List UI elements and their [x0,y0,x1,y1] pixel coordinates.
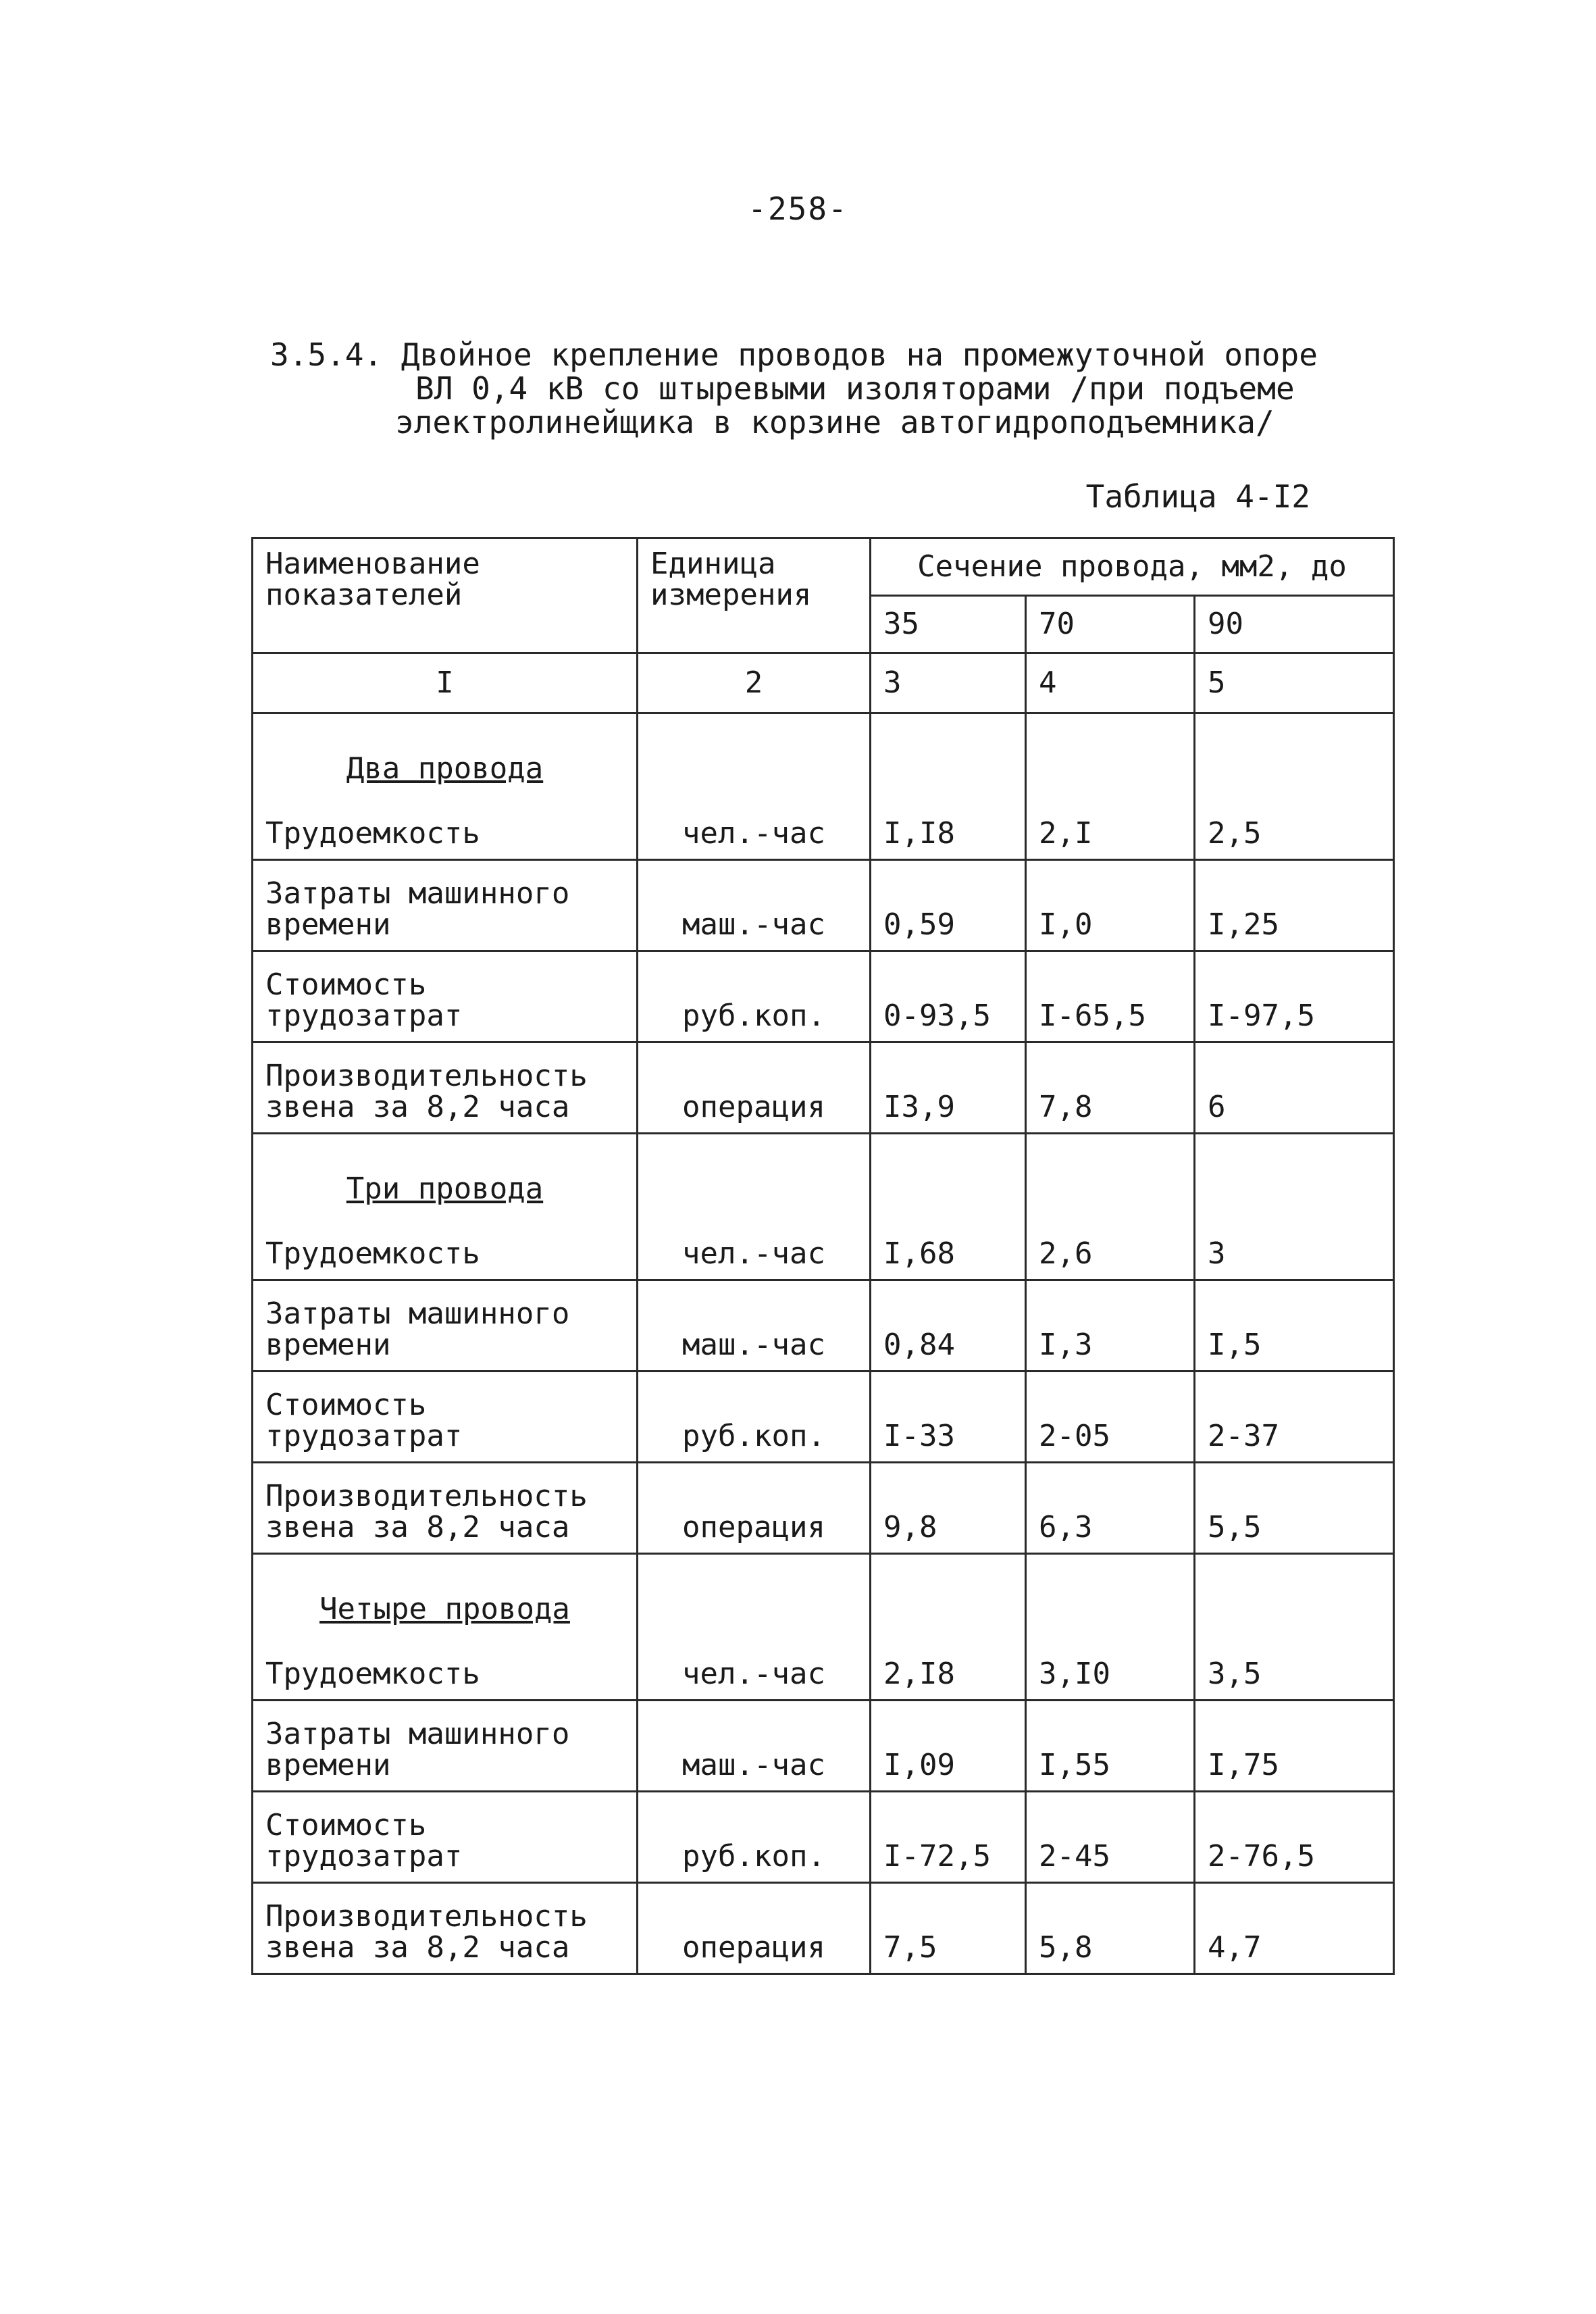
row-unit: руб.коп. [638,1792,871,1883]
row-value: 2-37 [1195,1372,1394,1463]
column-number-row [253,653,1394,713]
row-name: Трудоемкость [253,790,638,860]
row-unit: маш.-час [638,1701,871,1792]
row-name: Трудоемкость [253,1210,638,1280]
table-row [253,790,1394,860]
row-value: I,09 [871,1701,1026,1792]
header-s1: 35 [871,596,1026,653]
row-value: I-97,5 [1195,951,1394,1042]
row-value: 2,I [1026,790,1195,860]
row-unit: руб.коп. [638,951,871,1042]
row-value: I,3 [1026,1280,1195,1372]
row-value: 2-45 [1026,1792,1195,1883]
table-row [253,951,1394,1042]
row-unit: маш.-час [638,1280,871,1372]
heading-line-1: 3.5.4. Двойное крепление проводов на промежуточной опоре [270,336,1318,373]
row-value: I,I8 [871,790,1026,860]
row-unit: операция [638,1883,871,1974]
row-value: I-33 [871,1372,1026,1463]
column-number: 5 [1195,653,1394,713]
norms-table [251,537,1395,1975]
row-value: I-65,5 [1026,951,1195,1042]
row-name: Затраты машинного времени [253,1280,638,1372]
row-value: 3,I0 [1026,1630,1195,1701]
header-section: Сечение провода, мм2, до [871,538,1394,596]
section-title: Два провода [346,751,544,786]
row-unit: руб.коп. [638,1372,871,1463]
row-unit: чел.-час [638,1210,871,1280]
row-value: 2,5 [1195,790,1394,860]
table-label: Таблица 4-I2 [1085,478,1310,515]
row-value: I,75 [1195,1701,1394,1792]
section-title: Четыре провода [319,1592,570,1626]
table-row [253,860,1394,951]
row-name: Трудоемкость [253,1630,638,1701]
row-value: I,0 [1026,860,1195,951]
table-row [253,1280,1394,1372]
page-number: -258- [748,191,848,227]
row-value: I,55 [1026,1701,1195,1792]
row-name: Производительность звена за 8,2 часа [253,1042,638,1134]
table-row [253,1210,1394,1280]
row-value: 7,8 [1026,1042,1195,1134]
row-value: 5,8 [1026,1883,1195,1974]
row-value: 2-05 [1026,1372,1195,1463]
section-heading [270,338,1324,439]
header-s2: 70 [1026,596,1195,653]
column-number: I [253,653,638,713]
row-value: I3,9 [871,1042,1026,1134]
row-unit: чел.-час [638,790,871,860]
heading-line-3: электролинейщика в корзине автогидроподъемника/ [395,404,1275,441]
row-value: 3,5 [1195,1630,1394,1701]
row-value: I-72,5 [871,1792,1026,1883]
row-unit: операция [638,1463,871,1554]
column-number: 4 [1026,653,1195,713]
row-value: 9,8 [871,1463,1026,1554]
row-value: 0,59 [871,860,1026,951]
table-row [253,1630,1394,1701]
table-row [253,1372,1394,1463]
row-value: 7,5 [871,1883,1026,1974]
row-value: 5,5 [1195,1463,1394,1554]
row-name: Стоимость трудозатрат [253,1792,638,1883]
row-name: Стоимость трудозатрат [253,951,638,1042]
row-value: 6 [1195,1042,1394,1134]
section-row [253,1134,1394,1211]
header-name: Наименование показателей [253,538,638,653]
row-value: 2,I8 [871,1630,1026,1701]
row-value: I,68 [871,1210,1026,1280]
row-name: Производительность звена за 8,2 часа [253,1883,638,1974]
row-value: 2,6 [1026,1210,1195,1280]
row-value: 4,7 [1195,1883,1394,1974]
row-unit: чел.-час [638,1630,871,1701]
header-row [253,538,1394,596]
row-unit: маш.-час [638,860,871,951]
row-unit: операция [638,1042,871,1134]
section-row [253,1554,1394,1631]
row-value: 6,3 [1026,1463,1195,1554]
row-name: Стоимость трудозатрат [253,1372,638,1463]
row-value: 3 [1195,1210,1394,1280]
heading-line-2: ВЛ 0,4 кВ со штыревыми изоляторами /при подъеме [415,370,1295,407]
column-number: 2 [638,653,871,713]
row-name: Затраты машинного времени [253,860,638,951]
table-row [253,1883,1394,1974]
header-unit: Единица измерения [638,538,871,653]
row-value: 2-76,5 [1195,1792,1394,1883]
row-name: Затраты машинного времени [253,1701,638,1792]
section-row [253,713,1394,790]
row-value: 0-93,5 [871,951,1026,1042]
section-title: Три провода [346,1172,544,1206]
row-value: 0,84 [871,1280,1026,1372]
column-number: 3 [871,653,1026,713]
header-s3: 90 [1195,596,1394,653]
row-value: I,5 [1195,1280,1394,1372]
table-row [253,1701,1394,1792]
table-row [253,1042,1394,1134]
row-name: Производительность звена за 8,2 часа [253,1463,638,1554]
table-row [253,1463,1394,1554]
row-value: I,25 [1195,860,1394,951]
table-row [253,1792,1394,1883]
